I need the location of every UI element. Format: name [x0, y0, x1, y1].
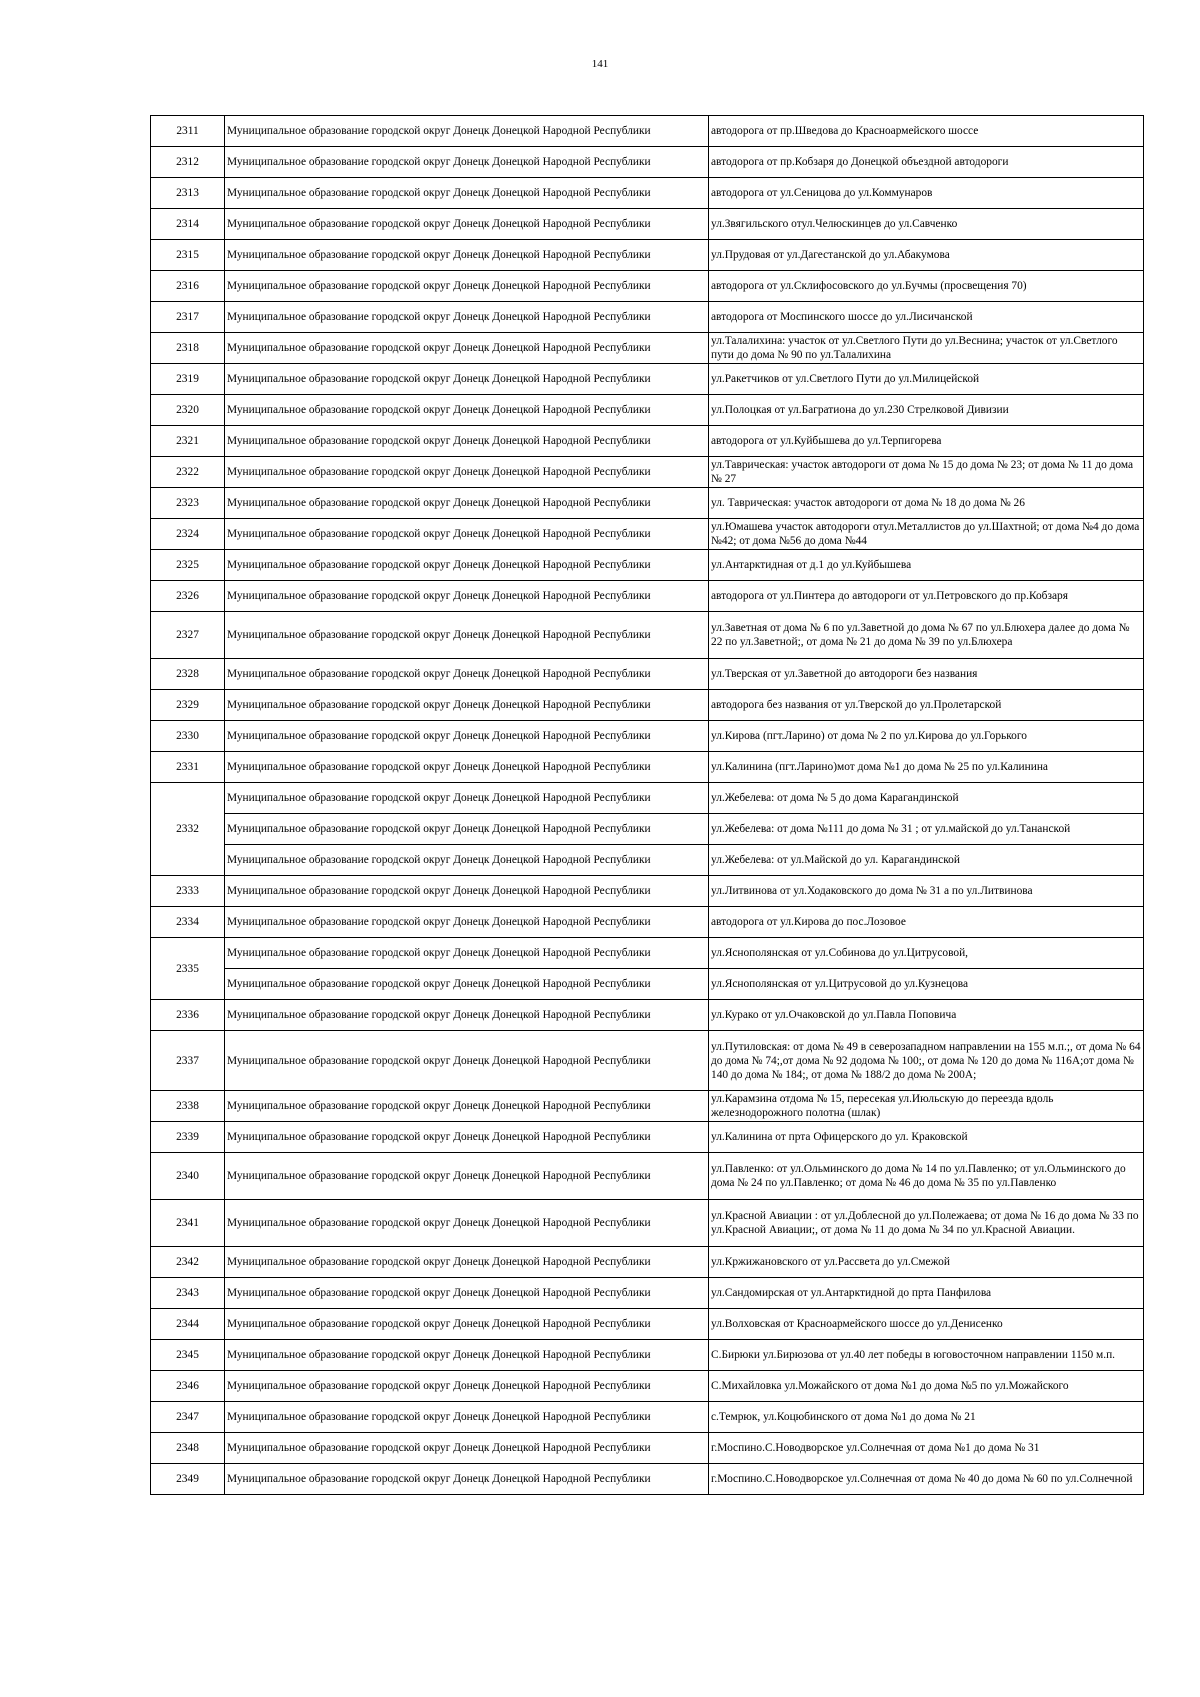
owner-cell: Муниципальное образование городской округ Донецк Донецкой Народной Республики	[225, 1247, 709, 1278]
owner-cell: Муниципальное образование городской округ Донецк Донецкой Народной Республики	[225, 721, 709, 752]
registry-body	[151, 116, 1144, 1495]
table-row	[151, 488, 1144, 519]
row-number: 2337	[151, 1031, 225, 1091]
road-location-cell: ул.Таврическая: участок автодороги от дома № 15 до дома № 23; от дома № 11 до дома № 27	[709, 457, 1144, 488]
road-location-cell: г.Моспино.С.Новодворское ул.Солнечная от дома №1 до дома № 31	[709, 1433, 1144, 1464]
table-row	[151, 147, 1144, 178]
page-number: 141	[591, 58, 609, 70]
road-location-cell: ул.Калинина от прта Офицерского до ул. Краковской	[709, 1122, 1144, 1153]
owner-cell: Муниципальное образование городской округ Донецк Донецкой Народной Республики	[225, 457, 709, 488]
road-location-cell: автодорога от ул.Сеницова до ул.Коммунаров	[709, 178, 1144, 209]
owner-cell: Муниципальное образование городской округ Донецк Донецкой Народной Республики	[225, 581, 709, 612]
owner-cell: Муниципальное образование городской округ Донецк Донецкой Народной Республики	[225, 302, 709, 333]
road-location-cell: ул.Ракетчиков от ул.Светлого Пути до ул.Милицейской	[709, 364, 1144, 395]
owner-cell: Муниципальное образование городской округ Донецк Донецкой Народной Республики	[225, 1122, 709, 1153]
table-row	[151, 907, 1144, 938]
road-location-cell: ул.Жебелева: от ул.Майской до ул. Карагандинской	[709, 845, 1144, 876]
row-number: 2333	[151, 876, 225, 907]
row-number: 2317	[151, 302, 225, 333]
owner-cell: Муниципальное образование городской округ Донецк Донецкой Народной Республики	[225, 612, 709, 659]
row-number: 2347	[151, 1402, 225, 1433]
road-registry-table	[150, 115, 1144, 1495]
road-location-cell: ул.Путиловская: от дома № 49 в северозападном направлении на 155 м.п.;, от дома № 64 до дома № 74;,от дома № 92 додома № 100;, от дома № 120 до дома № 116А;от дома № 140 до дома № 184;, от дома № 188/2 до дома № 200А;	[709, 1031, 1144, 1091]
table-row	[151, 969, 1144, 1000]
table-row	[151, 1200, 1144, 1247]
table-row	[151, 938, 1144, 969]
table-row	[151, 612, 1144, 659]
table-row	[151, 1464, 1144, 1495]
owner-cell: Муниципальное образование городской округ Донецк Донецкой Народной Республики	[225, 209, 709, 240]
road-location-cell: автодорога от пр.Кобзаря до Донецкой объездной автодороги	[709, 147, 1144, 178]
road-location-cell: ул.Павленко: от ул.Ольминского до дома № 14 по ул.Павленко; от ул.Ольминского до дома № 24 по ул.Павленко; от дома № 46 до дома № 35 по ул.Павленко	[709, 1153, 1144, 1200]
road-location-cell: г.Моспино.С.Новодворское ул.Солнечная от дома № 40 до дома № 60 по ул.Солнечной	[709, 1464, 1144, 1495]
owner-cell: Муниципальное образование городской округ Донецк Донецкой Народной Республики	[225, 1340, 709, 1371]
table-row	[151, 364, 1144, 395]
road-location-cell: ул.Антарктидная от д.1 до ул.Куйбышева	[709, 550, 1144, 581]
table-row	[151, 550, 1144, 581]
road-location-cell: ул.Карамзина отдома № 15, пересекая ул.Июльскую до переезда вдоль железнодорожного полотна (шлак)	[709, 1091, 1144, 1122]
owner-cell: Муниципальное образование городской округ Донецк Донецкой Народной Республики	[225, 938, 709, 969]
owner-cell: Муниципальное образование городской округ Донецк Донецкой Народной Республики	[225, 690, 709, 721]
row-number: 2323	[151, 488, 225, 519]
table-row	[151, 814, 1144, 845]
row-number: 2349	[151, 1464, 225, 1495]
row-number: 2338	[151, 1091, 225, 1122]
road-location-cell: ул. Таврическая: участок автодороги от дома № 18 до дома № 26	[709, 488, 1144, 519]
row-number: 2340	[151, 1153, 225, 1200]
row-number: 2341	[151, 1200, 225, 1247]
owner-cell: Муниципальное образование городской округ Донецк Донецкой Народной Республики	[225, 814, 709, 845]
road-location-cell: ул.Жебелева: от дома №111 до дома № 31 ; от ул.майской до ул.Тананской	[709, 814, 1144, 845]
table-row	[151, 1402, 1144, 1433]
road-location-cell: ул.Красной Авиации : от ул.Доблесной до ул.Полежаева; от дома № 16 до дома № 33 по ул.Красной Авиации;, от дома № 11 до дома № 34 по ул.Красной Авиации.	[709, 1200, 1144, 1247]
table-row	[151, 1091, 1144, 1122]
row-number: 2328	[151, 659, 225, 690]
row-number: 2318	[151, 333, 225, 364]
row-number: 2339	[151, 1122, 225, 1153]
table-row	[151, 395, 1144, 426]
road-location-cell: ул.Кирова (пгт.Ларино) от дома № 2 по ул.Кирова до ул.Горького	[709, 721, 1144, 752]
row-number: 2342	[151, 1247, 225, 1278]
table-row	[151, 426, 1144, 457]
road-location-cell: ул.Яснополянская от ул.Собинова до ул.Цитрусовой,	[709, 938, 1144, 969]
row-number: 2348	[151, 1433, 225, 1464]
row-number: 2345	[151, 1340, 225, 1371]
road-location-cell: ул.Курако от ул.Очаковской до ул.Павла Поповича	[709, 1000, 1144, 1031]
road-location-cell: автодорога от ул.Кирова до пос.Лозовое	[709, 907, 1144, 938]
road-location-cell: автодорога от ул.Куйбышева до ул.Терпигорева	[709, 426, 1144, 457]
road-location-cell: автодорога от Моспинского шоссе до ул.Лисичанской	[709, 302, 1144, 333]
owner-cell: Муниципальное образование городской округ Донецк Донецкой Народной Республики	[225, 147, 709, 178]
road-location-cell: автодорога от ул.Пинтера до автодороги от ул.Петровского до пр.Кобзаря	[709, 581, 1144, 612]
table-row	[151, 1247, 1144, 1278]
table-row	[151, 1031, 1144, 1091]
table-row	[151, 519, 1144, 550]
owner-cell: Муниципальное образование городской округ Донецк Донецкой Народной Республики	[225, 1402, 709, 1433]
road-location-cell: ул.Юмашева участок автодороги отул.Металлистов до ул.Шахтной; от дома №4 до дома №42; от дома №56 до дома №44	[709, 519, 1144, 550]
table-row	[151, 116, 1144, 147]
table-row	[151, 752, 1144, 783]
road-location-cell: автодорога от ул.Склифосовского до ул.Бучмы (просвещения 70)	[709, 271, 1144, 302]
table-row	[151, 690, 1144, 721]
road-location-cell: автодорога от пр.Шведова до Красноармейского шоссе	[709, 116, 1144, 147]
owner-cell: Муниципальное образование городской округ Донецк Донецкой Народной Республики	[225, 969, 709, 1000]
row-number: 2316	[151, 271, 225, 302]
row-number: 2311	[151, 116, 225, 147]
owner-cell: Муниципальное образование городской округ Донецк Донецкой Народной Республики	[225, 1309, 709, 1340]
owner-cell: Муниципальное образование городской округ Донецк Донецкой Народной Республики	[225, 1200, 709, 1247]
owner-cell: Муниципальное образование городской округ Донецк Донецкой Народной Республики	[225, 364, 709, 395]
owner-cell: Муниципальное образование городской округ Донецк Донецкой Народной Республики	[225, 845, 709, 876]
owner-cell: Муниципальное образование городской округ Донецк Донецкой Народной Республики	[225, 1031, 709, 1091]
owner-cell: Муниципальное образование городской округ Донецк Донецкой Народной Республики	[225, 876, 709, 907]
owner-cell: Муниципальное образование городской округ Донецк Донецкой Народной Республики	[225, 426, 709, 457]
road-location-cell: ул.Талалихина: участок от ул.Светлого Пути до ул.Веснина; участок от ул.Светлого пути до дома № 90 по ул.Талалихина	[709, 333, 1144, 364]
owner-cell: Муниципальное образование городской округ Донецк Донецкой Народной Республики	[225, 659, 709, 690]
owner-cell: Муниципальное образование городской округ Донецк Донецкой Народной Республики	[225, 1153, 709, 1200]
owner-cell: Муниципальное образование городской округ Донецк Донецкой Народной Республики	[225, 116, 709, 147]
road-location-cell: С.Бирюки ул.Бирюзова от ул.40 лет победы в юговосточном направлении 1150 м.п.	[709, 1340, 1144, 1371]
row-number: 2319	[151, 364, 225, 395]
road-location-cell: ул.Звягильского отул.Челюскинцев до ул.Савченко	[709, 209, 1144, 240]
owner-cell: Муниципальное образование городской округ Донецк Донецкой Народной Республики	[225, 488, 709, 519]
row-number: 2325	[151, 550, 225, 581]
road-location-cell: автодорога без названия от ул.Тверской до ул.Пролетарской	[709, 690, 1144, 721]
row-number: 2312	[151, 147, 225, 178]
table-row	[151, 783, 1144, 814]
road-location-cell: ул.Калинина (пгт.Ларино)мот дома №1 до дома № 25 по ул.Калинина	[709, 752, 1144, 783]
row-number: 2336	[151, 1000, 225, 1031]
road-location-cell: ул.Кржижановского от ул.Рассвета до ул.Смежой	[709, 1247, 1144, 1278]
row-number: 2346	[151, 1371, 225, 1402]
road-location-cell: ул.Жебелева: от дома № 5 до дома Карагандинской	[709, 783, 1144, 814]
table-row	[151, 1309, 1144, 1340]
road-location-cell: ул.Литвинова от ул.Ходаковского до дома № 31 а по ул.Литвинова	[709, 876, 1144, 907]
owner-cell: Муниципальное образование городской округ Донецк Донецкой Народной Республики	[225, 519, 709, 550]
table-row	[151, 1371, 1144, 1402]
row-number: 2334	[151, 907, 225, 938]
table-row	[151, 721, 1144, 752]
table-row	[151, 581, 1144, 612]
owner-cell: Муниципальное образование городской округ Донецк Донецкой Народной Республики	[225, 178, 709, 209]
road-location-cell: С.Михайловка ул.Можайского от дома №1 до дома №5 по ул.Можайского	[709, 1371, 1144, 1402]
table-row	[151, 1000, 1144, 1031]
table-row	[151, 1153, 1144, 1200]
row-number: 2344	[151, 1309, 225, 1340]
road-location-cell: ул.Полоцкая от ул.Багратиона до ул.230 Стрелковой Дивизии	[709, 395, 1144, 426]
table-row	[151, 876, 1144, 907]
owner-cell: Муниципальное образование городской округ Донецк Донецкой Народной Республики	[225, 271, 709, 302]
table-row	[151, 1433, 1144, 1464]
table-row	[151, 845, 1144, 876]
row-number: 2313	[151, 178, 225, 209]
row-number: 2335	[151, 938, 225, 1000]
owner-cell: Муниципальное образование городской округ Донецк Донецкой Народной Республики	[225, 1278, 709, 1309]
road-location-cell: ул.Волховская от Красноармейского шоссе до ул.Денисенко	[709, 1309, 1144, 1340]
row-number: 2329	[151, 690, 225, 721]
owner-cell: Муниципальное образование городской округ Донецк Донецкой Народной Республики	[225, 1371, 709, 1402]
row-number: 2321	[151, 426, 225, 457]
table-row	[151, 1278, 1144, 1309]
owner-cell: Муниципальное образование городской округ Донецк Донецкой Народной Республики	[225, 752, 709, 783]
table-row	[151, 178, 1144, 209]
table-row	[151, 457, 1144, 488]
owner-cell: Муниципальное образование городской округ Донецк Донецкой Народной Республики	[225, 550, 709, 581]
row-number: 2343	[151, 1278, 225, 1309]
row-number: 2315	[151, 240, 225, 271]
row-number: 2326	[151, 581, 225, 612]
road-location-cell: ул.Тверская от ул.Заветной до автодороги без названия	[709, 659, 1144, 690]
road-location-cell: с.Темрюк, ул.Коцюбинского от дома №1 до дома № 21	[709, 1402, 1144, 1433]
owner-cell: Муниципальное образование городской округ Донецк Донецкой Народной Республики	[225, 907, 709, 938]
row-number: 2330	[151, 721, 225, 752]
road-location-cell: ул.Яснополянская от ул.Цитрусовой до ул.Кузнецова	[709, 969, 1144, 1000]
row-number: 2314	[151, 209, 225, 240]
row-number: 2332	[151, 783, 225, 876]
row-number: 2322	[151, 457, 225, 488]
row-number: 2320	[151, 395, 225, 426]
table-row	[151, 271, 1144, 302]
table-row	[151, 1122, 1144, 1153]
owner-cell: Муниципальное образование городской округ Донецк Донецкой Народной Республики	[225, 333, 709, 364]
row-number: 2324	[151, 519, 225, 550]
road-location-cell: ул.Прудовая от ул.Дагестанской до ул.Абакумова	[709, 240, 1144, 271]
road-location-cell: ул.Заветная от дома № 6 по ул.Заветной до дома № 67 по ул.Блюхера далее до дома № 22 по ул.Заветной;, от дома № 21 до дома № 39 по ул.Блюхера	[709, 612, 1144, 659]
owner-cell: Муниципальное образование городской округ Донецк Донецкой Народной Республики	[225, 1433, 709, 1464]
table-row	[151, 209, 1144, 240]
owner-cell: Муниципальное образование городской округ Донецк Донецкой Народной Республики	[225, 240, 709, 271]
table-row	[151, 333, 1144, 364]
table-row	[151, 659, 1144, 690]
table-row	[151, 302, 1144, 333]
owner-cell: Муниципальное образование городской округ Донецк Донецкой Народной Республики	[225, 1464, 709, 1495]
row-number: 2331	[151, 752, 225, 783]
road-location-cell: ул.Сандомирская от ул.Антарктидной до прта Панфилова	[709, 1278, 1144, 1309]
owner-cell: Муниципальное образование городской округ Донецк Донецкой Народной Республики	[225, 395, 709, 426]
table-row	[151, 240, 1144, 271]
owner-cell: Муниципальное образование городской округ Донецк Донецкой Народной Республики	[225, 783, 709, 814]
owner-cell: Муниципальное образование городской округ Донецк Донецкой Народной Республики	[225, 1091, 709, 1122]
table-row	[151, 1340, 1144, 1371]
row-number: 2327	[151, 612, 225, 659]
owner-cell: Муниципальное образование городской округ Донецк Донецкой Народной Республики	[225, 1000, 709, 1031]
